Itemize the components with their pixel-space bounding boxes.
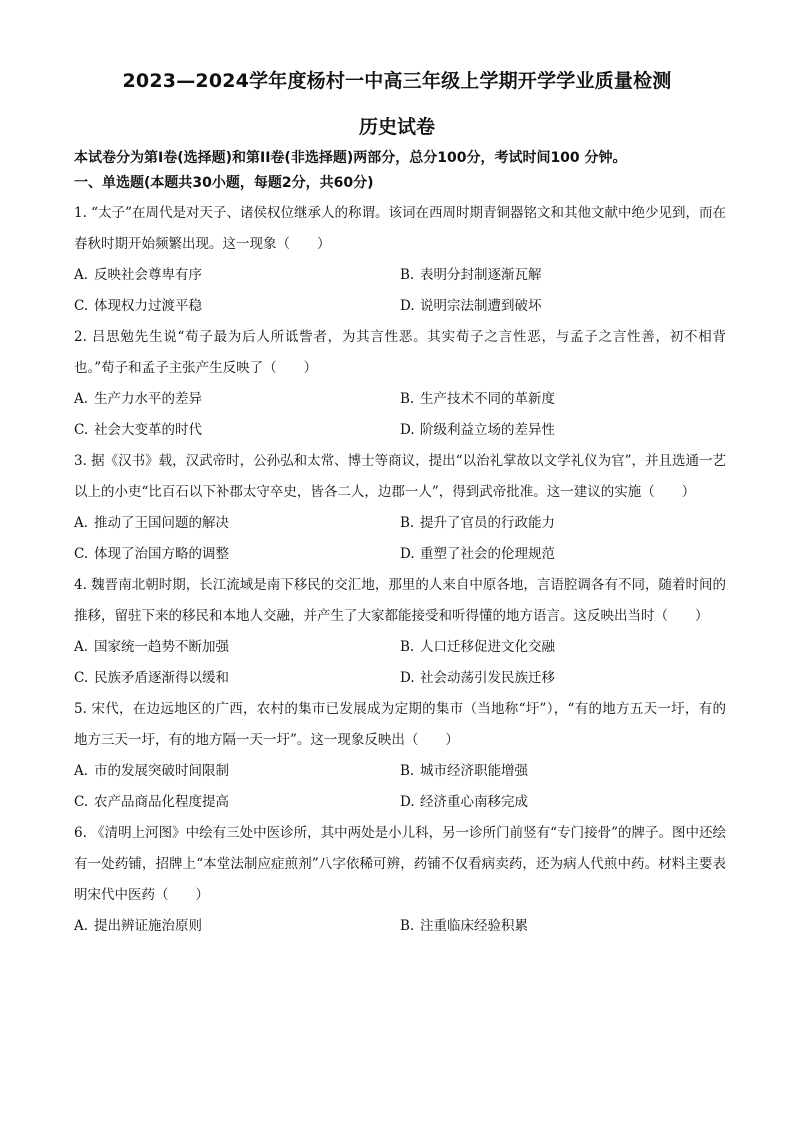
option-text: 生产力水平的差异 [94,391,202,407]
option-letter: D. [400,670,415,686]
option-letter: B. [400,639,415,655]
question-options [74,756,726,818]
question-2 [74,322,726,446]
option-letter: A. [74,763,89,779]
option-letter: D. [400,546,415,562]
option-b[interactable] [400,632,726,663]
option-letter: D. [400,298,415,314]
option-letter: C. [74,422,89,438]
option-d[interactable] [400,291,726,322]
option-text: 体现了治国方略的调整 [94,546,229,562]
option-text: 社会大变革的时代 [94,422,202,438]
option-c[interactable] [74,539,400,570]
question-options [74,632,726,694]
option-letter: B. [400,391,415,407]
option-text: 经济重心南移完成 [420,794,528,810]
exam-subtitle: 历史试卷 [358,116,435,138]
question-stem: 2. 吕思勉先生说“荀子最为后人所诋訾者，为其言性恶。其实荀子之言性恶，与孟子之言性善，初不相背也。”荀子和孟子主张产生反映了（ ） [74,329,726,376]
option-b[interactable] [400,384,726,415]
question-3 [74,446,726,570]
exam-intro: 本试卷分为第Ⅰ卷(选择题)和第II卷(非选择题)两部分，总分100分，考试时间100 分钟。 [74,150,627,166]
question-5 [74,694,726,818]
option-text: 推动了王国问题的解决 [94,515,229,531]
question-options [74,911,726,942]
option-b[interactable] [400,508,726,539]
option-letter: C. [74,794,89,810]
option-d[interactable] [400,539,726,570]
option-letter: D. [400,794,415,810]
option-d[interactable] [400,787,726,818]
exam-title: 2023—2024学年度杨村一中高三年级上学期开学学业质量检测 [122,70,672,92]
option-c[interactable] [74,663,400,694]
option-a[interactable] [74,756,400,787]
option-text: 农产品商品化程度提高 [94,794,229,810]
option-text: 反映社会尊卑有序 [94,267,202,283]
option-b[interactable] [400,260,726,291]
question-stem: 1. “太子”在周代是对天子、诸侯权位继承人的称谓。该词在西周时期青铜器铭文和其他文献中绝少见到，而在春秋时期开始频繁出现。这一现象（ ） [74,205,726,252]
option-letter: B. [400,918,415,934]
question-stem: 3. 据《汉书》载，汉武帝时，公孙弘和太常、博士等商议，提出“以治礼掌故以文学礼仪为官”，并且选通一艺以上的小吏“比百石以下补郡太守卒史，皆各二人，边郡一人”，得到武帝批准。这一建议的实施（ ） [74,453,726,500]
option-text: 体现权力过渡平稳 [94,298,202,314]
option-letter: A. [74,267,89,283]
question-4 [74,570,726,694]
option-letter: B. [400,763,415,779]
option-a[interactable] [74,911,400,942]
option-text: 阶级利益立场的差异性 [420,422,555,438]
option-letter: B. [400,515,415,531]
question-stem: 4. 魏晋南北朝时期，长江流域是南下移民的交汇地，那里的人来自中原各地，言语腔调各有不同，随着时间的推移，留驻下来的移民和本地人交融，并产生了大家都能接受和听得懂的地方语言。这反映出当时（ ） [74,577,726,624]
question-stem: 6. 《清明上河图》中绘有三处中医诊所，其中两处是小儿科，另一诊所门前竖有“专门接骨”的牌子。图中还绘有一处药铺，招牌上“本堂法制应症煎剂”八字依稀可辨，药铺不仅看病卖药，还为病人代煎中药。材料主要表明宋代中医药（ ） [74,825,726,903]
option-letter: D. [400,422,415,438]
option-text: 表明分封制逐渐瓦解 [420,267,542,283]
option-text: 注重临床经验积累 [420,918,528,934]
question-stem: 5. 宋代，在边远地区的广西，农村的集市已发展成为定期的集市（当地称“圩”），“有的地方五天一圩，有的地方三天一圩，有的地方隔一天一圩”。这一现象反映出（ ） [74,701,726,748]
question-options [74,508,726,570]
option-text: 人口迁移促进文化交融 [420,639,555,655]
question-6 [74,818,726,942]
option-a[interactable] [74,632,400,663]
option-letter: A. [74,391,89,407]
option-letter: B. [400,267,415,283]
option-b[interactable] [400,911,726,942]
option-letter: C. [74,546,89,562]
option-letter: C. [74,298,89,314]
option-c[interactable] [74,415,400,446]
question-1 [74,198,726,322]
option-a[interactable] [74,260,400,291]
option-text: 国家统一趋势不断加强 [94,639,229,655]
option-text: 生产技术不同的革新度 [420,391,555,407]
section-heading: 一、单选题(本题共30小题，每题2分，共60分) [74,175,374,191]
option-text: 重塑了社会的伦理规范 [420,546,555,562]
question-options [74,260,726,322]
option-text: 提升了官员的行政能力 [420,515,555,531]
option-d[interactable] [400,415,726,446]
option-text: 市的发展突破时间限制 [94,763,229,779]
option-text: 提出辨证施治原则 [94,918,202,934]
option-c[interactable] [74,291,400,322]
option-letter: A. [74,918,89,934]
option-text: 城市经济职能增强 [420,763,528,779]
option-a[interactable] [74,508,400,539]
option-d[interactable] [400,663,726,694]
option-c[interactable] [74,787,400,818]
option-b[interactable] [400,756,726,787]
option-letter: C. [74,670,89,686]
option-text: 说明宗法制遭到破坏 [420,298,542,314]
option-letter: A. [74,639,89,655]
option-text: 社会动荡引发民族迁移 [420,670,555,686]
option-letter: A. [74,515,89,531]
question-list [74,198,726,942]
option-a[interactable] [74,384,400,415]
question-options [74,384,726,446]
option-text: 民族矛盾逐渐得以缓和 [94,670,229,686]
